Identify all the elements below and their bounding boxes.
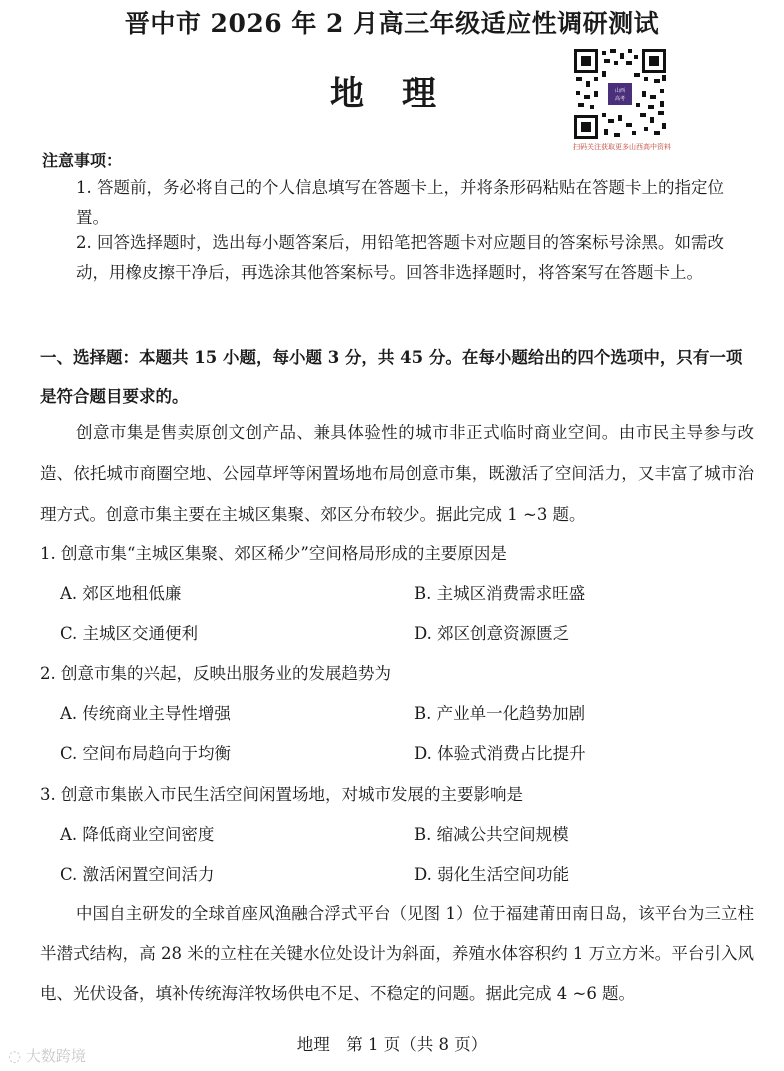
watermark-icon: ◌ xyxy=(8,1047,26,1065)
q2-option-d[interactable]: D. 体验式消费占比提升 xyxy=(414,744,586,763)
qr-caption: 扫码关注获取更多山西高中资料 xyxy=(573,143,671,151)
q2-option-b[interactable]: B. 产业单一化趋势加剧 xyxy=(414,704,586,723)
notice-title: 注意事项： xyxy=(42,151,123,170)
q3-option-d[interactable]: D. 弱化生活空间功能 xyxy=(414,865,570,884)
q1-option-a[interactable]: A. 郊区地租低廉 xyxy=(60,584,182,603)
q2-option-c[interactable]: C. 空间布局趋向于均衡 xyxy=(60,744,232,763)
passage-1: 创意市集是售卖原创文创产品、兼具体验性的城市非正式临时商业空间。由市民主导参与改造、依托城市商圈空地、公园草坪等闲置场地布局创意市集，既激活了空间活力，又丰富了城市治理方式。创意市集主要在主城区集聚、郊区分布较少。据此完成 1 ~3 题。 xyxy=(40,423,754,524)
qr-badge-line2: 高考 xyxy=(614,96,626,102)
qr-badge-line1: 山西 xyxy=(614,88,626,94)
section-heading: 一、选择题：本题共 15 小题，每小题 3 分，共 45 分。在每小题给出的四个选项中，只有一项是符合题目要求的。 xyxy=(40,348,743,406)
q3-option-b[interactable]: B. 缩减公共空间规模 xyxy=(414,825,569,844)
q2-option-a[interactable]: A. 传统商业主导性增强 xyxy=(60,704,231,723)
notice-item-1-text: 1. 答题前，务必将自己的个人信息填写在答题卡上，并将条形码粘贴在答题卡上的指定位置。 xyxy=(76,178,724,227)
passage-2: 中国自主研发的全球首座风渔融合浮式平台（见图 1）位于福建莆田南日岛，该平台为三立柱半潜式结构，高 28 米的立柱在关键水位处设计为斜面，养殖水体容积约 1 万立方米。平台引入风电、光伏设备，填补传统海洋牧场供电不足、不稳定的问题。据此完成 4 ~6 题。 xyxy=(40,904,754,1003)
page-footer: 地理 第 1 页（共 8 页） xyxy=(296,1035,488,1054)
q1-option-c[interactable]: C. 主城区交通便利 xyxy=(60,624,199,643)
q3-option-a[interactable]: A. 降低商业空间密度 xyxy=(60,825,215,844)
q1-option-d[interactable]: D. 郊区创意资源匮乏 xyxy=(414,624,570,643)
question-1-stem: 1. 创意市集“主城区集聚、郊区稀少”空间格局形成的主要原因是 xyxy=(40,544,507,563)
question-3-stem: 3. 创意市集嵌入市民生活空间闲置场地，对城市发展的主要影响是 xyxy=(40,785,523,804)
q1-option-b[interactable]: B. 主城区消费需求旺盛 xyxy=(414,584,586,603)
watermark xyxy=(8,1045,86,1066)
watermark-text: 大数跨境 xyxy=(25,1047,86,1065)
question-2-stem: 2. 创意市集的兴起，反映出服务业的发展趋势为 xyxy=(40,664,391,683)
subject-title: 地理 xyxy=(330,74,474,114)
notice-item-1 xyxy=(42,173,752,233)
exam-title: 晋中市 2026 年 2 月高三年级适应性调研测试 xyxy=(124,9,660,38)
q3-option-c[interactable]: C. 激活闲置空间活力 xyxy=(60,865,215,884)
notice-item-2-text: 2. 回答选择题时，选出每小题答案后，用铅笔把答题卡对应题目的答案标号涂黑。如需改动，用橡皮擦干净后，再选涂其他答案标号。回答非选择题时，将答案写在答题卡上。 xyxy=(76,233,724,282)
notice-item-2 xyxy=(42,228,752,288)
qr-code[interactable] xyxy=(572,47,668,141)
